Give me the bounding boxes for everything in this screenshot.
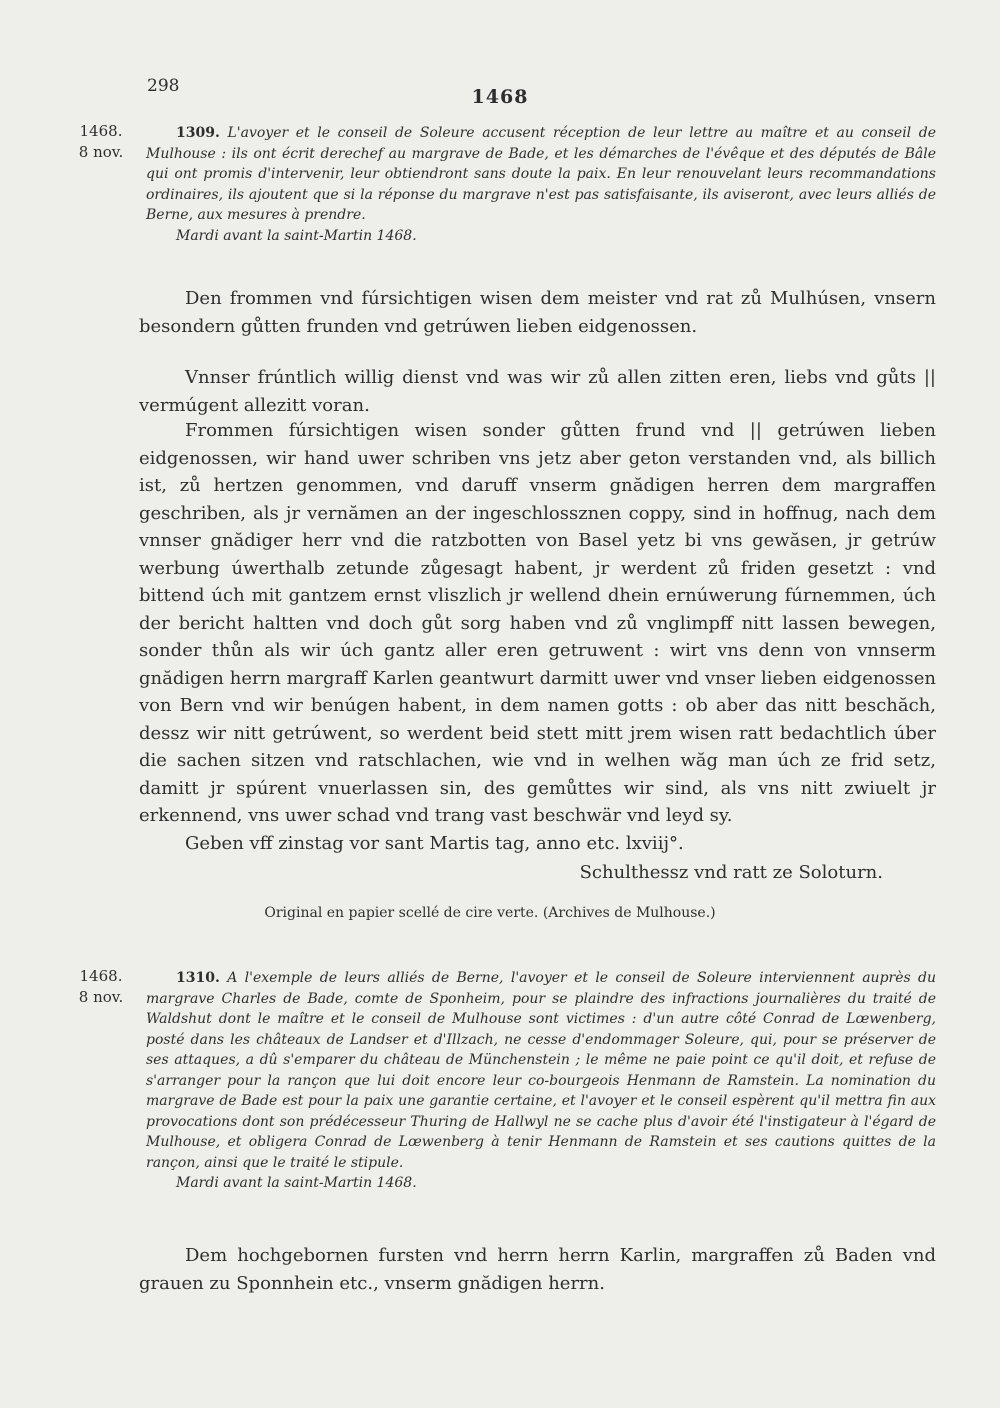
- doc-1309-letter-body: Frommen fúrsichtigen wisen sonder gůtten frund vnd || getrúwen lieben eidgenossen, wir hand uwer schriben vns jetz aber geton verstanden vnd, als billich ist, zů hertzen genommen, vnd daruff vnserm gnădigen herren dem margraffen geschriben, als jr vernămen an der ingeschlossznen coppy, sind in hoffnug, nach dem vnnser gnădiger herr vnd die ratzbotten von Basel yetz bi vns gewăsen, jr getrúw werbung úwerthalb zetunde zůgesagt habent, jr werdent zů friden gesetzt : vnd bittend úch mit gantzem ernst vliszlich jr wellend dhein ernúwerung fúrnemmen, úch der bericht haltten vnd doch gůt sorg haben vnd zů vnglimpff nitt lassen bewegen, sonder thůn als wir úch gantz aller eren getruwent : wirt vns denn von vnnserm gnădigen herrn margraff Karlen geantwurt darmitt uwer vnd vnser lieben eidgenossen von Bern vnd wir benúgen habent, in dem namen gotts : ob aber das nitt beschăch, dessz wir nitt getrúwent, so werdent beid stett mitt jrem wisen ratt bedachtlich úber die sachen sitzen vnd ratschlachen, wie vnd in welhen wăg man úch ze frid setz, damitt jr spúrent vnuerlassen sin, des gemůttes wir sind, als vns nitt zwiuelt jr erkennend, vns uwer schad vnd trang vast beschwär vnd leyd sy.: [139, 420, 936, 826]
- running-header-year: 1468: [471, 86, 529, 108]
- doc-1309-source-note: Original en papier scellé de cire verte. (Archives de Mulhouse.): [264, 905, 716, 921]
- doc-1310-summary: [146, 968, 936, 1194]
- margin-year: 1468.: [79, 122, 123, 140]
- document-number: 1309.: [176, 125, 220, 141]
- margin-day: 8 nov.: [78, 988, 124, 1006]
- summary-date: Mardi avant la saint-Martin 1468.: [176, 1175, 417, 1191]
- margin-year: 1468.: [79, 967, 123, 985]
- summary-text: A l'exemple de leurs alliés de Berne, l'avoyer et le conseil de Soleure interviennent auprès du margrave Charles de Bade, comte de Sponheim, pour se plaindre des infractions journalières du traité de Waldshut dont le maître et le conseil de Mulhouse sont victimes : d'un autre côté Conrad de Lœwenberg, posté dans les châteaux de Landser et d'Illzach, ne cesse d'endommager Soleure, qui, pour se préserver de ses attaques, a dû s'emparer du château de Münchenstein ; le même ne paie point ce qu'il doit, et refuse de s'arranger pour la rançon que lui doit encore leur co-bourgeois Henmann de Ramstein. La nomination du margrave de Bade est pour la paix une garantie certaine, et l'avoyer et le conseil espèrent qu'il mettra fin aux provocations dont son prédécesseur Thuring de Hallwyl ne se cache plus d'avoir été l'instigateur à l'égard de Mulhouse, et obligera Conrad de Lœwenberg à tenir Henmann de Ramstein et ses cautions quittes de la rançon, ainsi que le traité le stipule.: [146, 970, 937, 1171]
- doc-1309-address: Den frommen vnd fúrsichtigen wisen dem meister vnd rat zů Mulhúsen, vnsern besondern gůtten frunden vnd getrúwen lieben eidgenossen.: [139, 288, 936, 337]
- doc-1310-address: Dem hochgebornen fursten vnd herrn herrn Karlin, margraffen zů Baden vnd grauen zu Sponnhein etc., vnserm gnădigen herrn.: [139, 1245, 936, 1294]
- doc-1309-summary: [146, 123, 936, 246]
- doc-1309-margin-date: [72, 121, 130, 163]
- summary-text: L'avoyer et le conseil de Soleure accusent réception de leur lettre au maître et au conseil de Mulhouse : ils ont écrit derechef au margrave de Bade, et les démarches de l'évêque et des députés de Bâle qui ont promis d'intervenir, leur obtiendront sans doute la paix. En leur renouvelant leurs recommandations ordinaires, ils ajoutent que si la réponse du margrave n'est pas satisfaisante, ils aviseront, avec leurs alliés de Berne, aux mesures à prendre.: [146, 125, 937, 223]
- summary-date: Mardi avant la saint-Martin 1468.: [176, 227, 417, 244]
- document-number: 1310.: [176, 970, 220, 986]
- margin-day: 8 nov.: [78, 143, 124, 161]
- page-number: 298: [147, 76, 180, 96]
- doc-1309-dating-clause: Geben vff zinstag vor sant Martis tag, anno etc. lxviij°.: [185, 833, 684, 854]
- doc-1310-margin-date: [72, 966, 130, 1008]
- doc-1309-greeting: Vnnser frúntlich willig dienst vnd was wir zů allen zitten eren, liebs vnd gůts || vermúgent allezitt voran.: [139, 367, 936, 416]
- doc-1309-signature: Schulthessz vnd ratt ze Soloturn.: [579, 862, 883, 883]
